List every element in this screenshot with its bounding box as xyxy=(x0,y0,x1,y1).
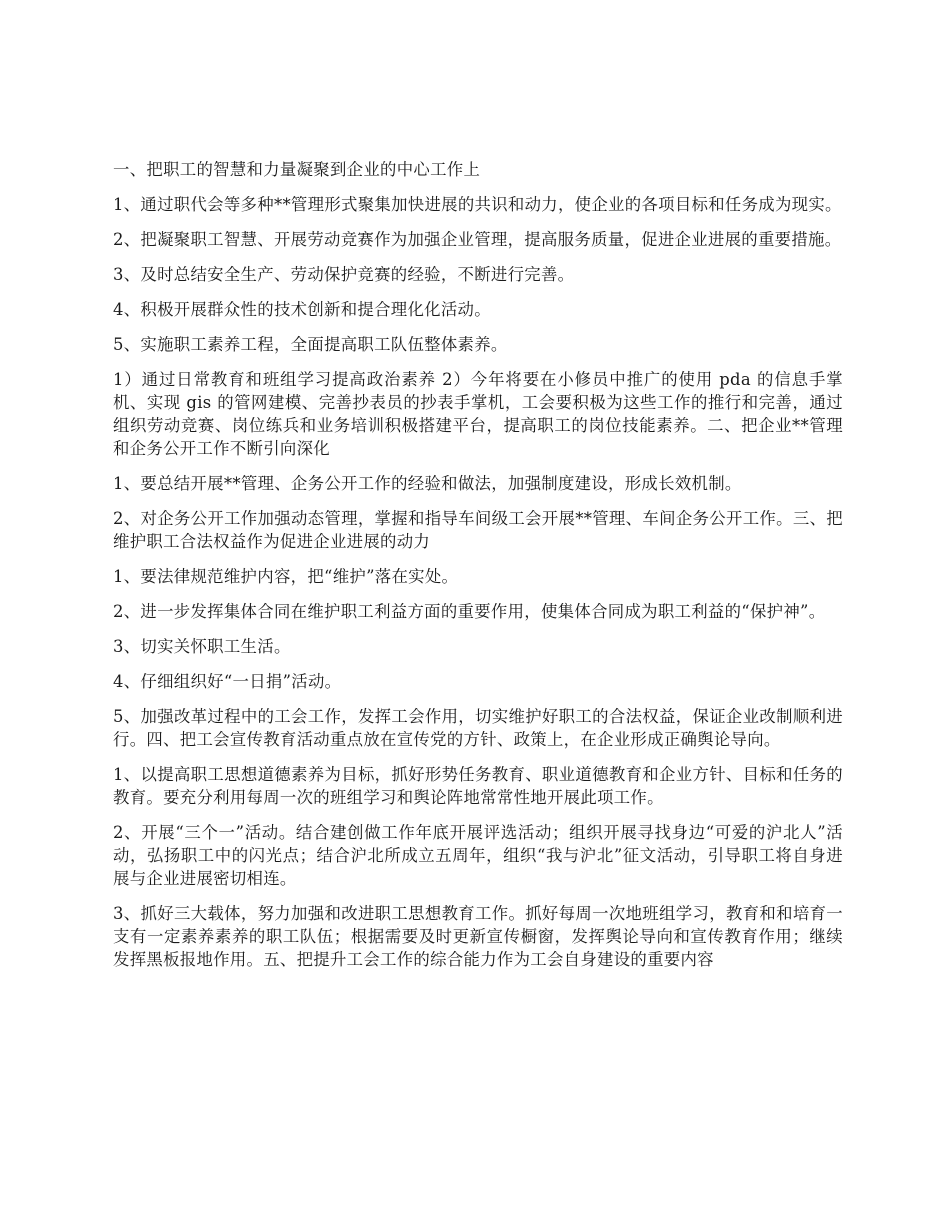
paragraph: 1、要总结开展**管理、企务公开工作的经验和做法，加强制度建设，形成长效机制。 xyxy=(113,474,742,493)
paragraph: 3、抓好三大载体，努力加强和改进职工思想教育工作。抓好每周一次地班组学习，教育和和培育一支有一定素养素养的职工队伍；根据需要及时更新宣传橱窗，发挥舆论导向和宣传教育作用；继续发挥黑板报地作用。五、把提升工会工作的综合能力作为工会自身建设的重要内容 xyxy=(113,904,843,969)
paragraph: 4、仔细组织好“一日捐”活动。 xyxy=(113,672,342,691)
paragraph: 3、切实关怀职工生活。 xyxy=(113,637,291,656)
document-body xyxy=(113,158,843,983)
paragraph: 5、加强改革过程中的工会工作，发挥工会作用，切实维护好职工的合法权益，保证企业改制顺利进行。四、把工会宣传教育活动重点放在宣传党的方针、政策上，在企业形成正确舆论导向。 xyxy=(113,707,843,749)
paragraph: 3、及时总结安全生产、劳动保护竞赛的经验，不断进行完善。 xyxy=(113,265,575,284)
paragraph: 1、以提高职工思想道德素养为目标，抓好形势任务教育、职业道德教育和企业方针、目标和任务的教育。要充分利用每周一次的班组学习和舆论阵地常常性地开展此项工作。 xyxy=(113,765,843,807)
paragraph: 2、开展“三个一”活动。结合建创做工作年底开展评选活动；组织开展寻找身边“可爱的沪北人”活动，弘扬职工中的闪光点；结合沪北所成立五周年，组织“我与沪北”征文活动，引导职工将自身进展与企业进展密切相连。 xyxy=(113,823,843,888)
paragraph: 1、要法律规范维护内容，把“维护”落在实处。 xyxy=(113,567,459,586)
section-heading: 一、把职工的智慧和力量凝聚到企业的中心工作上 xyxy=(113,160,481,179)
paragraph: 2、进一步发挥集体合同在维护职工利益方面的重要作用，使集体合同成为职工利益的“保护神”。 xyxy=(113,602,826,621)
paragraph: 5、实施职工素养工程，全面提高职工队伍整体素养。 xyxy=(113,335,508,354)
paragraph: 2、对企务公开工作加强动态管理，掌握和指导车间级工会开展**管理、车间企务公开工作。三、把维护职工合法权益作为促进企业进展的动力 xyxy=(113,509,843,551)
paragraph: 4、积极开展群众性的技术创新和提合理化化活动。 xyxy=(113,300,491,319)
paragraph: 2、把凝聚职工智慧、开展劳动竞赛作为加强企业管理，提高服务质量，促进企业进展的重要措施。 xyxy=(113,230,842,249)
paragraph: 1）通过日常教育和班组学习提高政治素养 2）今年将要在小修员中推广的使用 pda 的信息手掌机、实现 gis 的管网建模、完善抄表员的抄表手掌机，工会要积极为这些工作的推行和完善，通过组织劳动竞赛、岗位练兵和业务培训积极搭建平台，提高职工的岗位技能素养。二、把企业**管理和企务公开工作不断引向深化 xyxy=(113,370,843,458)
paragraph: 1、通过职代会等多种**管理形式聚集加快进展的共识和动力，使企业的各项目标和任务成为现实。 xyxy=(113,195,842,214)
